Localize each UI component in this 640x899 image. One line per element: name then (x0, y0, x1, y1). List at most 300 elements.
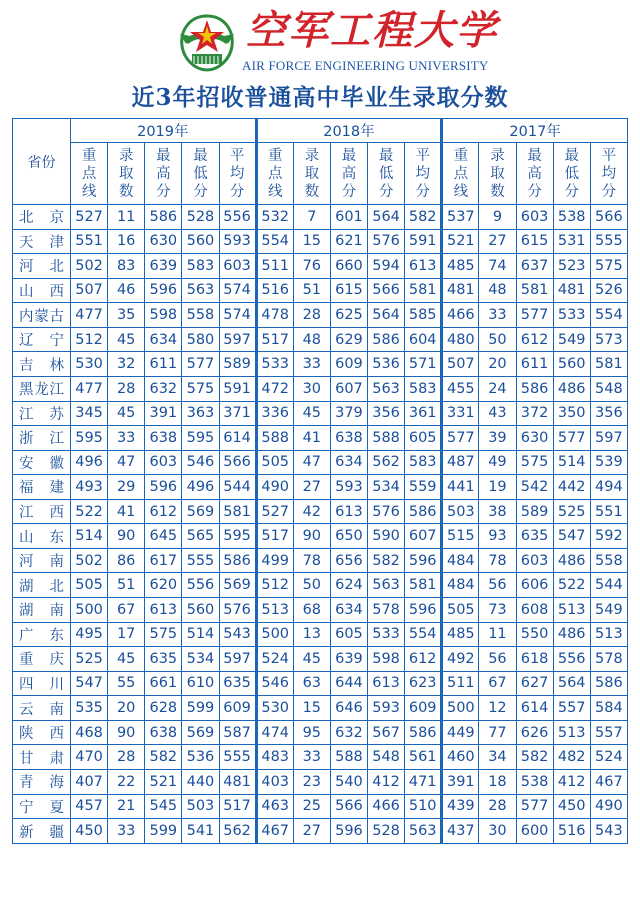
score-cell: 477 (71, 376, 108, 401)
score-cell: 569 (182, 720, 219, 745)
score-cell: 440 (182, 769, 219, 794)
score-cell: 612 (516, 327, 553, 352)
score-cell: 524 (590, 745, 627, 770)
score-cell: 521 (145, 769, 182, 794)
highest-score-header: 最高分 (516, 143, 553, 205)
province-cell: 甘 肃 (13, 745, 71, 770)
score-cell: 634 (330, 598, 367, 623)
score-cell: 481 (219, 769, 256, 794)
score-cell: 439 (442, 794, 479, 819)
province-cell: 山 西 (13, 278, 71, 303)
score-cell: 638 (330, 426, 367, 451)
score-cell: 32 (108, 352, 145, 377)
score-cell: 523 (553, 254, 590, 279)
score-cell: 25 (293, 794, 330, 819)
score-cell: 635 (516, 524, 553, 549)
table-row (13, 671, 628, 696)
highest-score-header: 最高分 (330, 143, 367, 205)
table-row (13, 475, 628, 500)
table-row (13, 229, 628, 254)
score-cell: 513 (590, 622, 627, 647)
table-row (13, 794, 628, 819)
score-cell: 645 (145, 524, 182, 549)
score-cell: 543 (219, 622, 256, 647)
score-cell: 612 (145, 499, 182, 524)
score-cell: 588 (368, 426, 405, 451)
score-cell: 588 (330, 745, 367, 770)
score-cell: 564 (553, 671, 590, 696)
score-cell: 557 (590, 720, 627, 745)
score-cell: 17 (108, 622, 145, 647)
province-cell: 安 徽 (13, 450, 71, 475)
score-cell: 363 (182, 401, 219, 426)
score-cell: 391 (145, 401, 182, 426)
score-cell: 532 (256, 205, 293, 230)
score-cell: 55 (108, 671, 145, 696)
score-cell: 486 (553, 548, 590, 573)
province-cell: 江 西 (13, 499, 71, 524)
score-cell: 576 (368, 229, 405, 254)
score-cell: 492 (442, 647, 479, 672)
score-cell: 500 (256, 622, 293, 647)
score-cell: 502 (71, 254, 108, 279)
score-cell: 613 (368, 671, 405, 696)
score-cell: 496 (71, 450, 108, 475)
table-row (13, 769, 628, 794)
header (0, 0, 640, 80)
score-cell: 606 (516, 573, 553, 598)
score-cell: 624 (330, 573, 367, 598)
score-cell: 575 (145, 622, 182, 647)
score-cell: 614 (516, 696, 553, 721)
score-cell: 503 (182, 794, 219, 819)
score-cell: 527 (256, 499, 293, 524)
score-cell: 581 (219, 499, 256, 524)
score-cell: 68 (293, 598, 330, 623)
score-cell: 581 (516, 278, 553, 303)
score-cell: 596 (145, 278, 182, 303)
score-cell: 495 (71, 622, 108, 647)
score-cell: 90 (108, 720, 145, 745)
year-header-2019: 2019年 (71, 119, 257, 143)
score-cell: 356 (368, 401, 405, 426)
score-cell: 28 (479, 794, 516, 819)
score-cell: 577 (516, 794, 553, 819)
score-cell: 33 (479, 303, 516, 328)
score-cell: 586 (368, 327, 405, 352)
score-cell: 467 (590, 769, 627, 794)
score-cell: 596 (405, 548, 442, 573)
page-title: 近3年招收普通高中毕业生录取分数 (131, 84, 509, 111)
score-cell: 603 (516, 548, 553, 573)
score-cell: 581 (405, 573, 442, 598)
score-cell: 481 (442, 278, 479, 303)
score-cell: 586 (590, 671, 627, 696)
score-cell: 76 (293, 254, 330, 279)
score-cell: 638 (145, 720, 182, 745)
score-cell: 27 (479, 229, 516, 254)
score-cell: 496 (182, 475, 219, 500)
score-cell: 582 (516, 745, 553, 770)
score-cell: 628 (145, 696, 182, 721)
score-cell: 544 (590, 573, 627, 598)
score-cell: 605 (405, 426, 442, 451)
score-cell: 549 (553, 327, 590, 352)
score-cell: 577 (516, 303, 553, 328)
score-cell: 586 (405, 499, 442, 524)
score-cell: 617 (145, 548, 182, 573)
score-cell: 93 (479, 524, 516, 549)
score-cell: 67 (479, 671, 516, 696)
score-cell: 412 (553, 769, 590, 794)
score-cell: 597 (219, 327, 256, 352)
score-cell: 596 (330, 819, 367, 844)
score-cell: 527 (71, 205, 108, 230)
score-cell: 546 (256, 671, 293, 696)
score-cell: 575 (590, 254, 627, 279)
score-cell: 466 (368, 794, 405, 819)
score-cell: 50 (293, 573, 330, 598)
score-cell: 511 (442, 671, 479, 696)
air-force-emblem-icon (178, 10, 236, 74)
score-cell: 589 (219, 352, 256, 377)
score-cell: 551 (71, 229, 108, 254)
score-cell: 632 (330, 720, 367, 745)
score-cell: 503 (442, 499, 479, 524)
score-cell: 660 (330, 254, 367, 279)
average-score-header: 平均分 (405, 143, 442, 205)
score-cell: 78 (479, 548, 516, 573)
score-cell: 63 (293, 671, 330, 696)
score-cell: 581 (405, 278, 442, 303)
score-cell: 534 (182, 647, 219, 672)
province-cell: 内蒙古 (13, 303, 71, 328)
score-cell: 611 (145, 352, 182, 377)
score-cell: 555 (219, 745, 256, 770)
score-cell: 609 (330, 352, 367, 377)
score-cell: 463 (256, 794, 293, 819)
score-cell: 23 (293, 769, 330, 794)
province-cell: 黑龙江 (13, 376, 71, 401)
score-cell: 566 (219, 450, 256, 475)
score-cell: 596 (405, 598, 442, 623)
score-cell: 507 (71, 278, 108, 303)
score-cell: 590 (368, 524, 405, 549)
score-cell: 555 (182, 548, 219, 573)
table-row (13, 450, 628, 475)
score-cell: 661 (145, 671, 182, 696)
score-cell: 591 (219, 376, 256, 401)
score-cell: 480 (442, 327, 479, 352)
score-cell: 547 (553, 524, 590, 549)
table-row (13, 352, 628, 377)
province-cell: 浙 江 (13, 426, 71, 451)
score-cell: 437 (442, 819, 479, 844)
score-cell: 345 (71, 401, 108, 426)
table-row (13, 376, 628, 401)
score-cell: 474 (256, 720, 293, 745)
score-cell: 90 (108, 524, 145, 549)
score-cell: 35 (108, 303, 145, 328)
table-row (13, 499, 628, 524)
score-cell: 582 (405, 205, 442, 230)
province-cell: 广 东 (13, 622, 71, 647)
score-cell: 517 (219, 794, 256, 819)
score-cell: 468 (71, 720, 108, 745)
score-cell: 558 (182, 303, 219, 328)
score-cell: 614 (219, 426, 256, 451)
average-score-header: 平均分 (590, 143, 627, 205)
score-cell: 517 (256, 524, 293, 549)
score-cell: 554 (405, 622, 442, 647)
score-cell: 507 (442, 352, 479, 377)
table-row (13, 573, 628, 598)
score-cell: 615 (516, 229, 553, 254)
score-cell: 533 (368, 622, 405, 647)
province-cell: 重 庆 (13, 647, 71, 672)
score-cell: 500 (442, 696, 479, 721)
score-cell: 576 (368, 499, 405, 524)
score-cell: 48 (479, 278, 516, 303)
score-cell: 603 (145, 450, 182, 475)
score-cell: 610 (182, 671, 219, 696)
table-row (13, 524, 628, 549)
score-cell: 594 (368, 254, 405, 279)
province-cell: 青 海 (13, 769, 71, 794)
score-cell: 587 (219, 720, 256, 745)
score-cell: 575 (182, 376, 219, 401)
score-cell: 538 (516, 769, 553, 794)
score-cell: 656 (330, 548, 367, 573)
score-cell: 598 (368, 647, 405, 672)
score-cell: 484 (442, 548, 479, 573)
score-cell: 554 (256, 229, 293, 254)
score-cell: 33 (293, 352, 330, 377)
score-cell: 460 (442, 745, 479, 770)
table-row (13, 278, 628, 303)
score-cell: 576 (219, 598, 256, 623)
score-cell: 485 (442, 254, 479, 279)
score-cell: 542 (516, 475, 553, 500)
table-row (13, 622, 628, 647)
score-cell: 86 (108, 548, 145, 573)
province-cell: 陕 西 (13, 720, 71, 745)
score-cell: 605 (330, 622, 367, 647)
score-cell: 11 (479, 622, 516, 647)
score-cell: 442 (553, 475, 590, 500)
score-cell: 471 (405, 769, 442, 794)
score-cell: 539 (590, 450, 627, 475)
score-cell: 51 (108, 573, 145, 598)
lowest-score-header: 最低分 (368, 143, 405, 205)
score-cell: 450 (553, 794, 590, 819)
score-cell: 621 (330, 229, 367, 254)
score-cell: 51 (293, 278, 330, 303)
score-cell: 593 (330, 475, 367, 500)
province-cell: 湖 南 (13, 598, 71, 623)
province-cell: 吉 林 (13, 352, 71, 377)
score-cell: 577 (442, 426, 479, 451)
score-cell: 565 (182, 524, 219, 549)
score-cell: 608 (516, 598, 553, 623)
score-cell: 45 (108, 327, 145, 352)
score-cell: 48 (293, 327, 330, 352)
score-cell: 494 (590, 475, 627, 500)
province-cell: 河 南 (13, 548, 71, 573)
score-cell: 46 (108, 278, 145, 303)
score-cell: 27 (293, 475, 330, 500)
score-cell: 612 (405, 647, 442, 672)
score-cell: 514 (71, 524, 108, 549)
score-cell: 47 (293, 450, 330, 475)
admitted-count-header: 录取数 (293, 143, 330, 205)
score-cell: 586 (219, 548, 256, 573)
score-cell: 598 (145, 303, 182, 328)
score-cell: 577 (553, 426, 590, 451)
score-cell: 33 (293, 745, 330, 770)
score-cell: 30 (293, 376, 330, 401)
score-cell: 33 (108, 426, 145, 451)
score-cell: 577 (182, 352, 219, 377)
score-cell: 505 (71, 573, 108, 598)
score-cell: 77 (479, 720, 516, 745)
score-cell: 599 (182, 696, 219, 721)
score-cell: 535 (71, 696, 108, 721)
score-cell: 563 (368, 376, 405, 401)
score-cell: 607 (405, 524, 442, 549)
score-cell: 24 (479, 376, 516, 401)
score-cell: 630 (145, 229, 182, 254)
score-cell: 556 (182, 573, 219, 598)
score-cell: 95 (293, 720, 330, 745)
score-cell: 39 (479, 426, 516, 451)
score-cell: 611 (516, 352, 553, 377)
score-cell: 556 (219, 205, 256, 230)
table-body (13, 205, 628, 844)
score-cell: 613 (405, 254, 442, 279)
score-cell: 639 (330, 647, 367, 672)
score-cell: 403 (256, 769, 293, 794)
score-cell: 67 (108, 598, 145, 623)
score-cell: 613 (330, 499, 367, 524)
score-cell: 566 (368, 278, 405, 303)
score-cell: 512 (256, 573, 293, 598)
score-cell: 513 (553, 598, 590, 623)
score-cell: 490 (590, 794, 627, 819)
score-cell: 42 (293, 499, 330, 524)
score-cell: 500 (71, 598, 108, 623)
average-score-header: 平均分 (219, 143, 256, 205)
score-cell: 361 (405, 401, 442, 426)
score-cell: 562 (219, 819, 256, 844)
score-cell: 584 (590, 696, 627, 721)
score-cell: 586 (145, 205, 182, 230)
score-cell: 525 (71, 647, 108, 672)
score-cell: 583 (405, 450, 442, 475)
score-cell: 21 (108, 794, 145, 819)
score-cell: 486 (553, 376, 590, 401)
score-cell: 450 (71, 819, 108, 844)
score-cell: 441 (442, 475, 479, 500)
score-cell: 597 (219, 647, 256, 672)
score-cell: 28 (293, 303, 330, 328)
score-cell: 74 (479, 254, 516, 279)
score-cell: 595 (71, 426, 108, 451)
score-cell: 528 (182, 205, 219, 230)
score-cell: 550 (516, 622, 553, 647)
score-cell: 571 (405, 352, 442, 377)
score-cell: 15 (293, 696, 330, 721)
score-cell: 566 (330, 794, 367, 819)
score-cell: 620 (145, 573, 182, 598)
score-cell: 522 (71, 499, 108, 524)
score-cell: 560 (553, 352, 590, 377)
score-cell: 28 (108, 376, 145, 401)
score-cell: 574 (219, 278, 256, 303)
score-cell: 499 (256, 548, 293, 573)
score-cell: 607 (330, 376, 367, 401)
score-cell: 533 (553, 303, 590, 328)
score-cell: 487 (442, 450, 479, 475)
table-row (13, 647, 628, 672)
score-cell: 589 (516, 499, 553, 524)
score-cell: 585 (405, 303, 442, 328)
score-cell: 482 (553, 745, 590, 770)
score-cell: 639 (145, 254, 182, 279)
score-cell: 554 (590, 303, 627, 328)
score-cell: 545 (145, 794, 182, 819)
province-cell: 湖 北 (13, 573, 71, 598)
province-cell: 新 疆 (13, 819, 71, 844)
score-cell: 595 (219, 524, 256, 549)
score-cell: 47 (108, 450, 145, 475)
score-cell: 521 (442, 229, 479, 254)
score-cell: 391 (442, 769, 479, 794)
score-cell: 561 (405, 745, 442, 770)
score-cell: 644 (330, 671, 367, 696)
score-cell: 583 (182, 254, 219, 279)
score-cell: 586 (516, 376, 553, 401)
score-cell: 536 (182, 745, 219, 770)
score-cell: 635 (219, 671, 256, 696)
score-cell: 27 (293, 819, 330, 844)
score-cell: 481 (553, 278, 590, 303)
score-cell: 45 (293, 401, 330, 426)
score-cell: 546 (182, 450, 219, 475)
score-cell: 557 (553, 696, 590, 721)
score-cell: 493 (71, 475, 108, 500)
sub-header-row (13, 143, 628, 205)
score-cell: 455 (442, 376, 479, 401)
score-cell: 562 (368, 450, 405, 475)
score-cell: 530 (256, 696, 293, 721)
score-cell: 90 (293, 524, 330, 549)
score-cell: 603 (516, 205, 553, 230)
score-cell: 530 (71, 352, 108, 377)
score-cell: 512 (71, 327, 108, 352)
score-cell: 45 (108, 401, 145, 426)
score-cell: 525 (553, 499, 590, 524)
score-cell: 513 (256, 598, 293, 623)
score-cell: 467 (256, 819, 293, 844)
score-cell: 549 (590, 598, 627, 623)
score-cell: 618 (516, 647, 553, 672)
score-cell: 484 (442, 573, 479, 598)
score-cell: 34 (479, 745, 516, 770)
score-cell: 13 (293, 622, 330, 647)
score-cell: 477 (71, 303, 108, 328)
score-cell: 635 (145, 647, 182, 672)
